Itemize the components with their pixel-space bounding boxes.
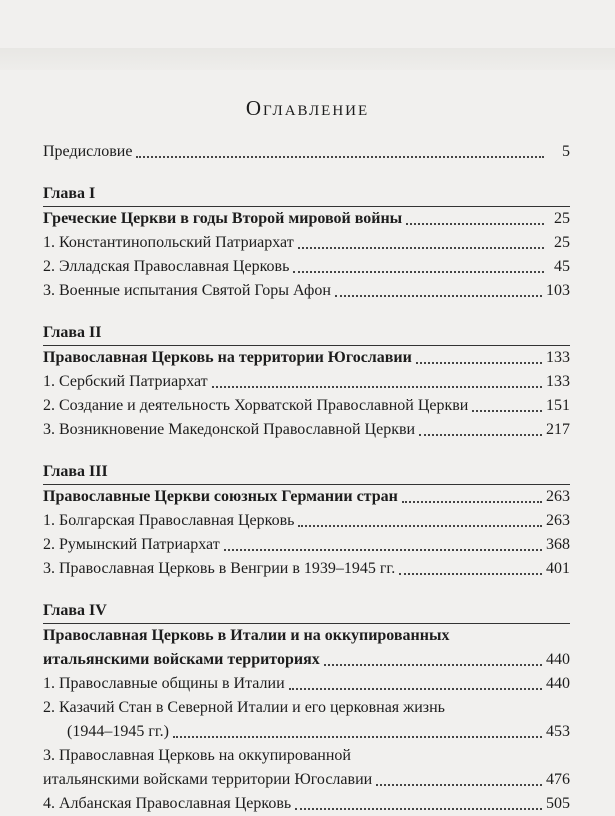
toc-entry[interactable] <box>43 557 570 581</box>
toc-entry-label: 2. Элладская Православная Церковь <box>43 258 290 275</box>
leader-dots <box>173 736 542 738</box>
toc-entry-label-line2: итальянскими войсками территориях <box>43 651 320 668</box>
chapter-heading: Глава II <box>43 324 102 341</box>
leader-dots <box>289 688 542 690</box>
toc-entry[interactable] <box>43 231 570 255</box>
toc-entry-page: 453 <box>546 723 570 740</box>
toc-entry-label: 3. Военные испытания Святой Горы Афон <box>43 282 331 299</box>
toc-entry-label: 4. Албанская Православная Церковь <box>43 795 292 812</box>
toc-entry-page: 45 <box>554 258 570 275</box>
chapter-heading: Глава I <box>43 185 96 202</box>
toc-entry-label-line1: 2. Казачий Стан в Северной Италии и его церковная жизнь <box>43 699 445 716</box>
leader-dots <box>324 664 542 666</box>
leader-dots <box>406 223 544 225</box>
toc-entry-page: 440 <box>546 675 570 692</box>
toc-chapter-title[interactable] <box>43 346 570 370</box>
toc-entry-page: 133 <box>546 373 570 390</box>
page-title: Оглавление <box>245 96 370 120</box>
leader-dots <box>224 549 542 551</box>
chapter-heading: Глава III <box>43 463 108 480</box>
leader-dots <box>212 386 542 388</box>
toc-entry-label: 1. Болгарская Православная Церковь <box>43 512 295 529</box>
toc-entry[interactable] <box>43 696 570 744</box>
toc-entry-page: 263 <box>546 512 570 529</box>
toc-entry[interactable] <box>43 255 570 279</box>
toc-entry[interactable] <box>43 509 570 533</box>
toc-entry[interactable] <box>43 394 570 418</box>
leader-dots <box>136 156 544 158</box>
toc-entry-page: 151 <box>546 397 570 414</box>
toc-entry-page: 217 <box>546 421 570 438</box>
toc-entry-page: 368 <box>546 536 570 553</box>
leader-dots <box>472 410 542 412</box>
toc-entry[interactable] <box>43 418 570 442</box>
toc-chapter-title[interactable] <box>43 207 570 231</box>
toc-entry-label-line2: (1944–1945 гг.) <box>67 723 169 740</box>
leader-dots <box>419 434 542 436</box>
toc-entry-label: 1. Сербский Патриархат <box>43 373 208 390</box>
toc-entry[interactable] <box>43 279 570 303</box>
toc-entry[interactable] <box>43 370 570 394</box>
toc-entry-label: Предисловие <box>43 143 133 160</box>
leader-dots <box>298 525 542 527</box>
toc-chapter-title[interactable] <box>43 485 570 509</box>
toc-entry-page: 25 <box>554 234 570 251</box>
toc-entry-label: 3. Православная Церковь в Венгрии в 1939–1945 гг. <box>43 560 396 577</box>
leader-dots <box>399 573 542 575</box>
leader-dots <box>335 295 542 297</box>
toc-entry-page: 476 <box>546 771 570 788</box>
toc-entry-page: 133 <box>546 349 570 366</box>
leader-dots <box>376 784 542 786</box>
toc-entry-label-line2: итальянскими войсками территории Югославии <box>43 771 373 788</box>
toc-entry-label: 1. Православные общины в Италии <box>43 675 285 692</box>
toc-entry-label-line1: 3. Православная Церковь на оккупированной <box>43 747 351 764</box>
toc-entry-label: Греческие Церкви в годы Второй мировой войны <box>43 210 403 227</box>
toc-entry-label: 2. Создание и деятельность Хорватской Православной Церкви <box>43 397 469 414</box>
toc-entry-label: 3. Возникновение Македонской Православной Церкви <box>43 421 416 438</box>
toc-entry-page: 401 <box>546 560 570 577</box>
show-through-strip <box>0 48 615 70</box>
leader-dots <box>298 247 544 249</box>
leader-dots <box>416 362 542 364</box>
toc-chapter-title[interactable] <box>43 624 570 672</box>
toc-entry-page: 505 <box>546 795 570 812</box>
leader-dots <box>295 808 542 810</box>
toc-entry-label: Православная Церковь на территории Югославии <box>43 349 412 366</box>
chapter-heading: Глава IV <box>43 602 107 619</box>
toc-entry[interactable] <box>43 744 570 792</box>
toc-entry-label: 2. Румынский Патриархат <box>43 536 220 553</box>
toc-entry-page: 25 <box>554 210 570 227</box>
table-of-contents <box>43 140 570 816</box>
toc-entry-label-line1: Православная Церковь в Италии и на оккупированных <box>43 627 450 644</box>
toc-entry[interactable] <box>43 792 570 816</box>
toc-entry[interactable] <box>43 533 570 557</box>
toc-entry[interactable] <box>43 672 570 696</box>
leader-dots <box>293 271 544 273</box>
toc-entry-page: 440 <box>546 651 570 668</box>
toc-entry-label: Православные Церкви союзных Германии стран <box>43 488 398 505</box>
toc-entry-label: 1. Константинопольский Патриархат <box>43 234 294 251</box>
toc-entry-preface[interactable] <box>43 140 570 164</box>
toc-entry-page: 263 <box>546 488 570 505</box>
leader-dots <box>402 501 542 503</box>
toc-entry-page: 103 <box>546 282 570 299</box>
toc-entry-page: 5 <box>562 143 570 160</box>
